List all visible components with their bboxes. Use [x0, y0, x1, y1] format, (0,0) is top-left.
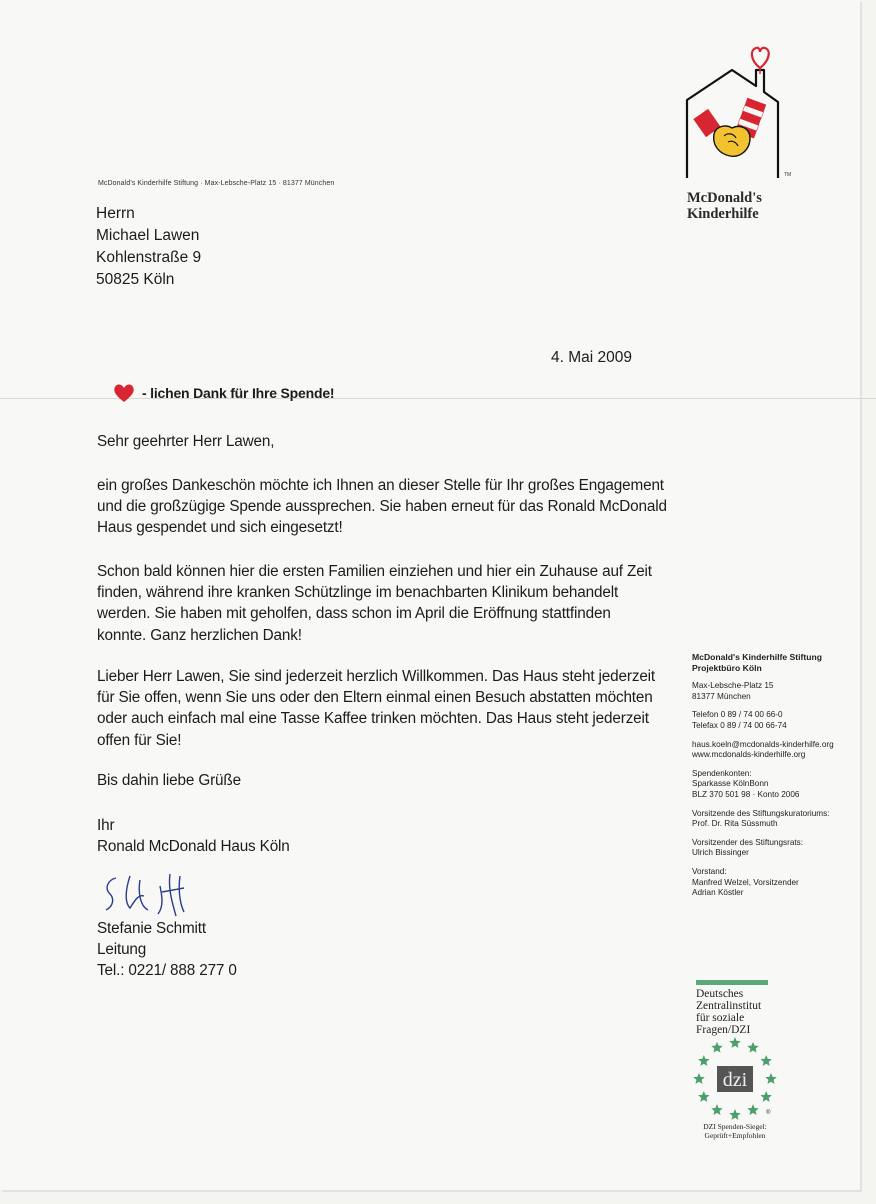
text-line: für Sie offen, wenn Sie uns oder den Eltern einmal einen Besuch abstatten möchten [97, 689, 653, 707]
email-link[interactable]: haus.koeln@mcdonalds-kinderhilfe.org [692, 739, 834, 749]
dzi-color-bar [696, 980, 768, 985]
exec-member: Adrian Köstler [692, 888, 744, 898]
text-line: Lieber Herr Lawen, Sie sind jederzeit herzlich Willkommen. Das Haus steht jederzeit [97, 668, 656, 685]
dzi-line: Zentralinstitut [696, 1000, 762, 1012]
subject-line [112, 383, 334, 403]
text-line: finden, während ihre kranken Schützlinge im benachbarten Klinikum behandelt [97, 584, 619, 602]
paragraph-1 [97, 475, 667, 539]
text-line: offen für Sie! [97, 731, 182, 749]
seal-star-icon [760, 1055, 771, 1066]
text-line: oder auch einfach mal eine Tasse Kaffee trinken möchten. Das Haus steht jederzeit [97, 710, 649, 728]
dzi-seal-icon [690, 1034, 780, 1124]
text-line: Haus gespendet und sich eingesetzt! [97, 519, 343, 537]
paragraph-3 [97, 666, 657, 751]
board-label: Vorsitzender des Stiftungsrats: [692, 837, 804, 847]
recipient-line: Herrn [96, 205, 135, 222]
letter-date: 4. Mai 2009 [551, 349, 632, 366]
recipient-address [96, 203, 201, 291]
city: 81377 München [692, 691, 751, 701]
text-line: Ihr [97, 817, 115, 834]
seal-star-icon [729, 1109, 740, 1120]
dzi-line: Fragen/DZI [696, 1024, 751, 1036]
heart-icon [112, 383, 136, 403]
exec-label: Vorstand: [692, 866, 727, 876]
seal-star-icon [711, 1104, 722, 1115]
signer-phone: Tel.: 0221/ 888 277 0 [97, 962, 237, 980]
dzi-institute-name [696, 988, 761, 1036]
svg-text:®: ® [766, 1110, 771, 1116]
recipient-line: Michael Lawen [96, 227, 200, 244]
seal-star-icon [760, 1091, 771, 1102]
sender-return-line: McDonald's Kinderhilfe Stiftung · Max-Lebsche-Platz 15 · 81377 München [98, 180, 335, 187]
office-name: Projektbüro Köln [692, 662, 762, 673]
subject-text: - lichen Dank für Ihre Spende! [142, 385, 335, 401]
telephone: Telefon 0 89 / 74 00 66-0 [692, 710, 783, 720]
closing [97, 770, 657, 791]
brand-wordmark [687, 190, 762, 222]
seal-star-icon [693, 1073, 704, 1084]
closing-text: Bis dahin liebe Grüße [97, 772, 241, 789]
trademark-symbol: TM [784, 172, 792, 178]
handwritten-signature [100, 872, 210, 920]
website-link[interactable]: www.mcdonalds-kinderhilfe.org [692, 750, 806, 760]
seal-star-icon [747, 1104, 758, 1115]
org-name: McDonald's Kinderhilfe Stiftung [692, 652, 822, 662]
seal-star-icon [698, 1091, 709, 1102]
bank-name: Sparkasse KölnBonn [692, 779, 769, 789]
street: Max-Lebsche-Platz 15 [692, 681, 774, 691]
curatorium-name: Prof. Dr. Rita Süssmuth [692, 819, 778, 829]
dzi-caption-line: Geprüft+Empfohlen [704, 1131, 766, 1140]
recipient-line: 50825 Köln [96, 271, 175, 288]
brand-line-2: Kinderhilfe [687, 206, 759, 222]
text-line: ein großes Dankeschön möchte ich Ihnen an dieser Stelle für Ihr großes Engagement [97, 477, 664, 494]
seal-star-icon [765, 1073, 776, 1084]
text-line: werden. Sie haben mit geholfen, dass schon im April die Eröffnung stattfinden [97, 605, 611, 623]
dzi-seal-text: dzi [722, 1069, 748, 1091]
curatorium-label: Vorsitzende des Stiftungskuratoriums: [692, 808, 830, 818]
telefax: Telefax 0 89 / 74 00 66-74 [692, 720, 787, 730]
accounts-label: Spendenkonten: [692, 768, 752, 778]
text-line: Ronald McDonald Haus Köln [97, 838, 290, 856]
signer-name: Stefanie Schmitt [97, 920, 206, 937]
salutation [97, 431, 657, 452]
mcdonalds-kinderhilfe-logo [670, 42, 800, 182]
text-line: und die großzügige Spende aussprechen. Sie haben erneut für das Ronald McDonald [97, 498, 667, 516]
seal-star-icon [747, 1042, 758, 1053]
exec-member: Manfred Welzel, Vorsitzender [692, 877, 799, 887]
recipient-line: Kohlenstraße 9 [96, 249, 202, 266]
seal-star-icon [698, 1055, 709, 1066]
salutation-text: Sehr geehrter Herr Lawen, [97, 433, 275, 450]
bank-account: BLZ 370 501 98 · Konto 2006 [692, 789, 800, 799]
paragraph-2 [97, 561, 657, 646]
signature-block [97, 815, 657, 857]
seal-star-icon [711, 1042, 722, 1053]
board-name: Ulrich Bissinger [692, 848, 749, 858]
text-line: Schon bald können hier die ersten Familien einziehen und hier ein Zuhause auf Zeit [97, 563, 652, 580]
text-line: konnte. Ganz herzlichen Dank! [97, 626, 302, 644]
brand-line-1: McDonald's [687, 190, 762, 206]
signer-block [97, 918, 657, 982]
seal-star-icon [729, 1037, 740, 1048]
dzi-line: Deutsches [696, 988, 744, 1000]
signer-role: Leitung [97, 941, 147, 959]
dzi-caption-line: DZI Spenden-Siegel: [703, 1122, 767, 1131]
dzi-caption [697, 1122, 773, 1140]
dzi-line: für soziale [696, 1012, 745, 1024]
sidebar-contact-info [692, 652, 862, 907]
